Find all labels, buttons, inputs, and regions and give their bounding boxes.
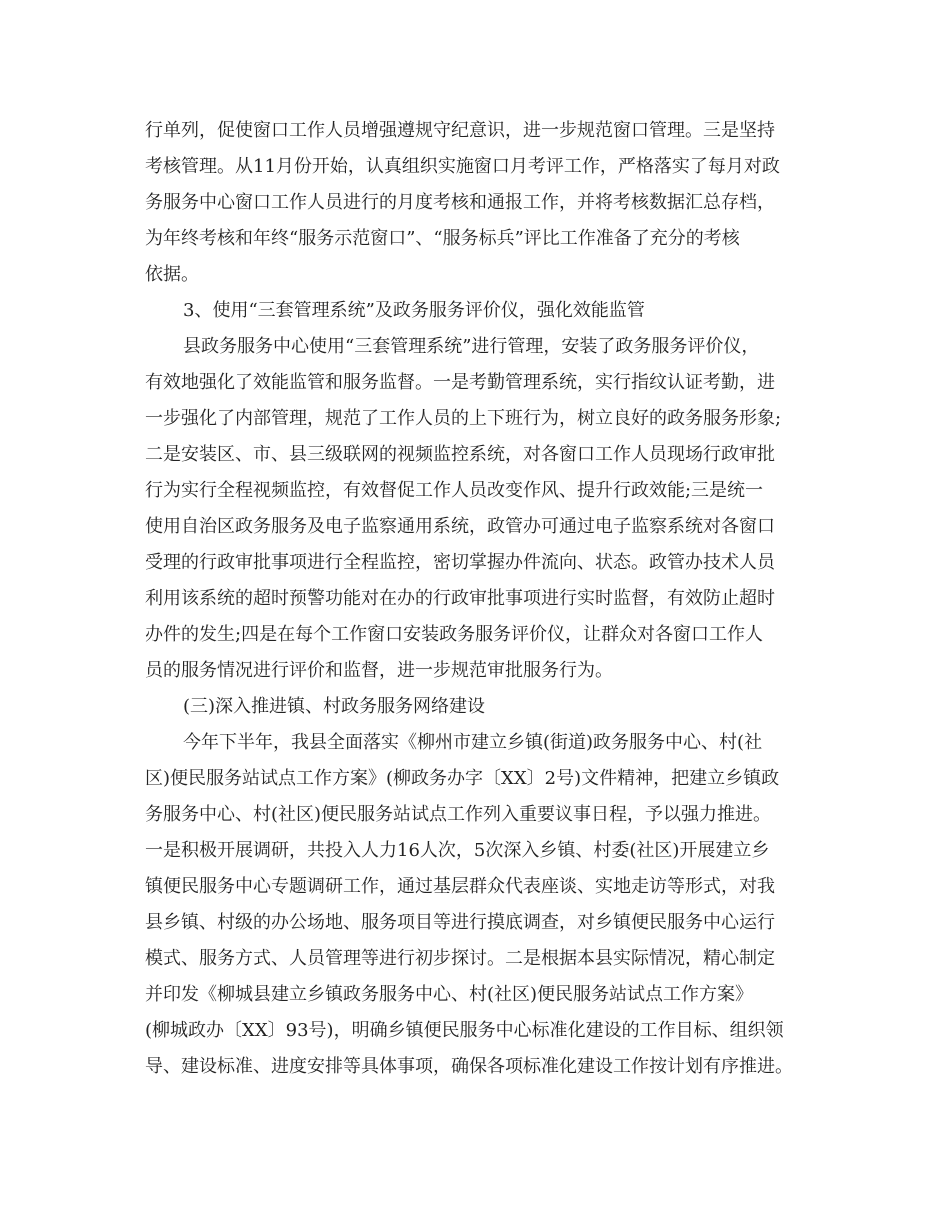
document-text-line: 一步强化了内部管理，规范了工作人员的上下班行为，树立良好的政务服务形象; <box>145 408 782 429</box>
document-text-line: 利用该系统的超时预警功能对在办的行政审批事项进行实时监督，有效防止超时 <box>145 588 775 609</box>
document-text-line: 使用自治区政务服务及电子监察通用系统，政管办可通过电子监察系统对各窗口 <box>145 516 775 537</box>
document-text-line: 县政务服务中心使用“三套管理系统”进行管理，安装了政务服务评价仪， <box>183 336 760 357</box>
document-text-line: 办件的发生;四是在每个工作窗口安装政务服务评价仪，让群众对各窗口工作人 <box>145 624 764 645</box>
document-text-line: 行为实行全程视频监控，有效督促工作人员改变作风、提升行政效能;三是统一 <box>145 480 764 501</box>
document-text-line: 务服务中心、村(社区)便民服务站试点工作列入重要议事日程，予以强力推进。 <box>145 804 772 825</box>
document-text-line: 今年下半年，我县全面落实《柳州市建立乡镇(街道)政务服务中心、村(社 <box>183 732 763 753</box>
document-text-line: 并印发《柳城县建立乡镇政务服务中心、村(社区)便民服务站试点工作方案》 <box>145 984 754 1005</box>
document-text-line: (柳城政办〔XX〕93号)，明确乡镇便民服务中心标准化建设的工作目标、组织领 <box>145 1020 784 1041</box>
document-text-line: 区)便民服务站试点工作方案》(柳政务办字〔XX〕2号)文件精神，把建立乡镇政 <box>145 768 780 789</box>
document-text-line: 一是积极开展调研，共投入人力16人次，5次深入乡镇、村委(社区)开展建立乡 <box>145 840 770 861</box>
document-text-line: 务服务中心窗口工作人员进行的月度考核和通报工作，并将考核数据汇总存档， <box>145 192 775 213</box>
document-text-line: 3、使用“三套管理系统”及政务服务评价仪，强化效能监管 <box>183 300 645 321</box>
document-body <box>145 113 820 1085</box>
document-text-line: 二是安装区、市、县三级联网的视频监控系统，对各窗口工作人员现场行政审批 <box>145 444 775 465</box>
document-text-line: 县乡镇、村级的办公场地、服务项目等进行摸底调查，对乡镇便民服务中心运行 <box>145 912 775 933</box>
document-text-line: 受理的行政审批事项进行全程监控，密切掌握办件流向、状态。政管办技术人员 <box>145 552 775 573</box>
document-text-line: 镇便民服务中心专题调研工作，通过基层群众代表座谈、实地走访等形式，对我 <box>145 876 775 897</box>
document-text-line: (三)深入推进镇、村政务服务网络建设 <box>183 696 486 717</box>
document-text-line: 考核管理。从11月份开始，认真组织实施窗口月考评工作，严格落实了每月对政 <box>145 156 780 177</box>
document-text-line: 员的服务情况进行评价和监督，进一步规范审批服务行为。 <box>145 660 613 681</box>
document-text-line: 依据。 <box>145 264 199 285</box>
document-text-line: 行单列，促使窗口工作人员增强遵规守纪意识，进一步规范窗口管理。三是坚持 <box>145 120 775 141</box>
document-text-line: 导、建设标准、进度安排等具体事项，确保各项标准化建设工作按计划有序推进。 <box>145 1056 793 1077</box>
document-text-line: 有效地强化了效能监管和服务监督。一是考勤管理系统，实行指纹认证考勤，进 <box>145 372 775 393</box>
document-text-line: 为年终考核和年终“服务示范窗口”、“服务标兵”评比工作准备了充分的考核 <box>145 228 740 249</box>
document-text-line: 模式、服务方式、人员管理等进行初步探讨。二是根据本县实际情况，精心制定 <box>145 948 775 969</box>
